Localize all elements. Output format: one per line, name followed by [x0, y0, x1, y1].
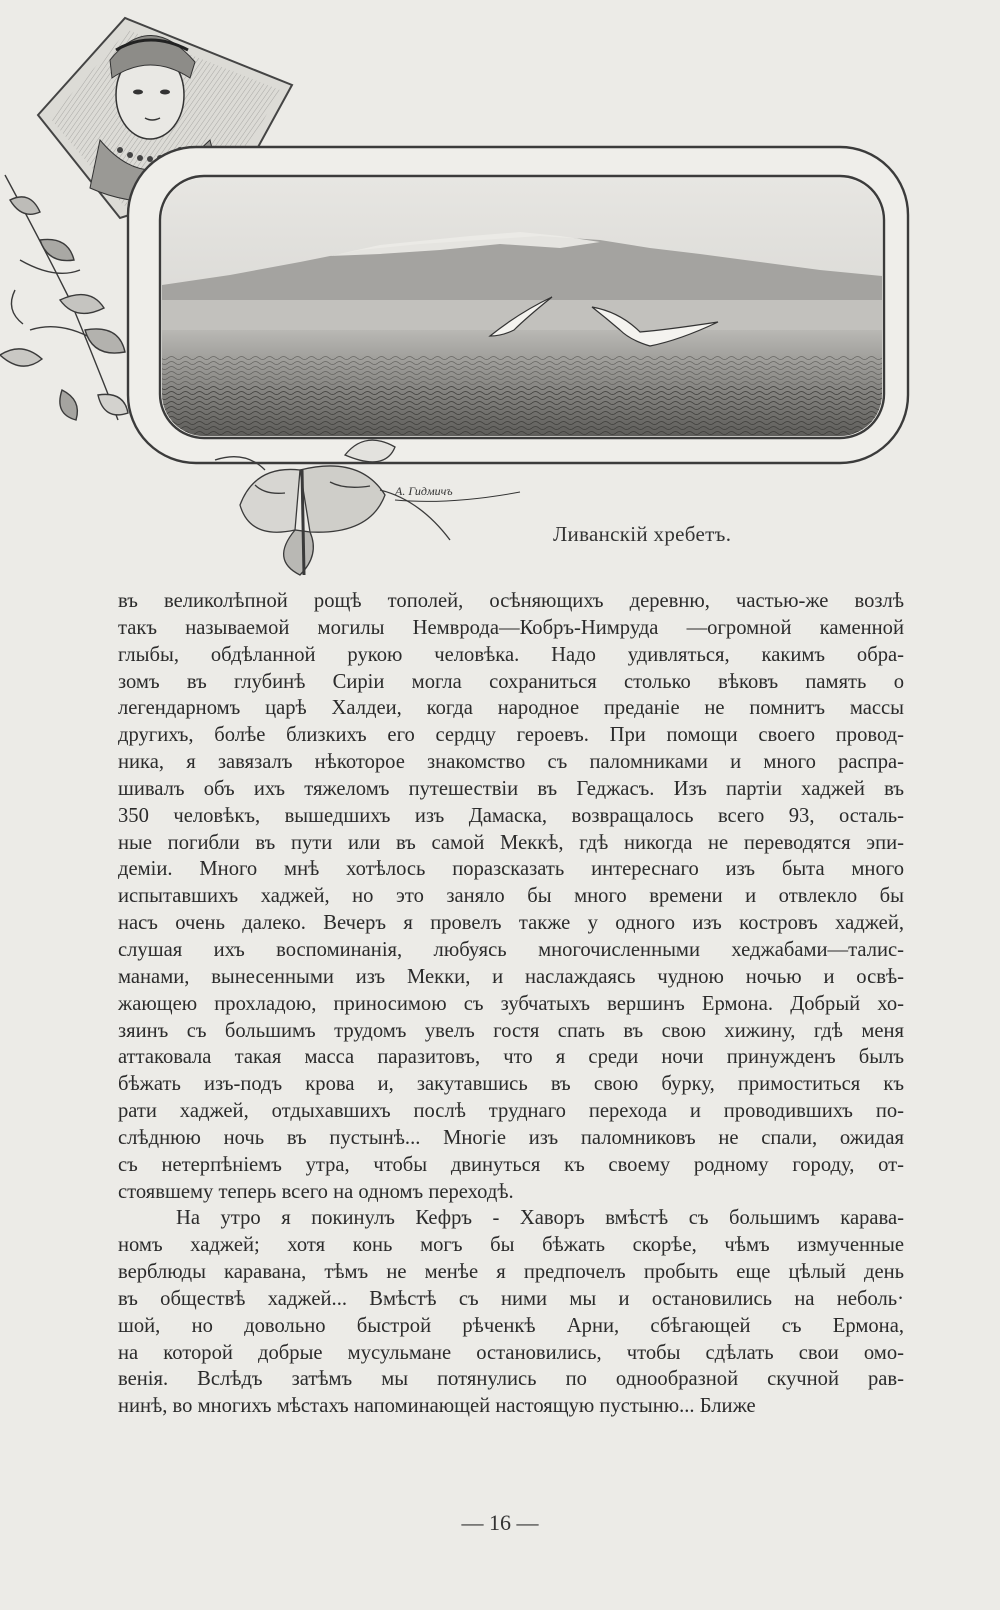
svg-text:А. Гидмичъ: А. Гидмичъ [395, 484, 453, 498]
text-line: насъ очень далеко. Вечеръ я провелъ также у одного изъ костровъ хаджей, [118, 912, 904, 935]
text-line: стоявшему теперь всего на одномъ переходѣ. [118, 1180, 514, 1203]
illustration-caption: Ливанскій хребетъ. [553, 522, 732, 546]
text-line: верблюды каравана, тѣмъ не менѣе я предпочелъ пробыть еще цѣлый день [118, 1261, 904, 1284]
text-line: манами, вынесенными изъ Мекки, и наслаждаясь чудною ночью и освѣ- [118, 965, 904, 988]
text-line: аттаковала такая масса паразитовъ, что я среди ночи принужденъ былъ [118, 1046, 904, 1069]
text-line: жающею прохладою, приносимою съ зубчатыхъ вершинъ Ермона. Добрый хо- [118, 992, 904, 1015]
text-line: глыбы, обдѣланной рукою человѣка. Надо удивляться, какимъ обра- [118, 643, 904, 666]
text-line: шивалъ объ ихъ тяжеломъ путешествіи въ Геджасъ. Изъ партіи хаджей въ [118, 777, 904, 800]
artist-signature [394, 484, 520, 501]
text-line: съ нетерпѣніемъ утра, чтобы двинуться къ своему родному городу, от- [118, 1153, 904, 1176]
text-line: слушая ихъ воспоминанія, любуясь многочисленными хеджабами—талис- [118, 938, 904, 961]
text-line: легендарномъ царѣ Халдеи, когда народное преданіе не помнитъ массы [118, 697, 904, 720]
text-line: такъ называемой могилы Немврода—Кобръ-Нимруда —огромной каменной [118, 616, 904, 639]
text-line: на которой добрые мусульмане остановились, чтобы сдѣлать свои омо- [118, 1341, 904, 1364]
mountain-seascape [162, 178, 882, 436]
header-illustration [0, 0, 1000, 580]
floral-ornament [0, 175, 128, 420]
text-line: На утро я покинулъ Кефръ - Хаворъ вмѣстѣ съ большимъ карава- [176, 1207, 904, 1230]
text-line: рати хаджей, отдыхавшихъ послѣ труднаго перехода и проводившихъ по- [118, 1100, 904, 1123]
body-text [118, 588, 904, 1420]
text-line: слѣднюю ночь въ пустынѣ... Многіе изъ паломниковъ не спали, ожидая [118, 1126, 904, 1149]
text-line: зяинъ съ большимъ трудомъ увелъ гостя спать въ свою хижину, гдѣ меня [118, 1019, 904, 1042]
text-line: зомъ въ глубинѣ Сиріи могла сохраниться столько вѣковъ память о [118, 670, 904, 693]
text-line: въ великолѣпной рощѣ тополей, осѣняющихъ деревню, частью-же возлѣ [118, 590, 904, 612]
text-line: въ обществѣ хаджей... Вмѣстѣ съ ними мы и остановились на неболь· [118, 1287, 904, 1310]
text-line: 350 человѣкъ, вышедшихъ изъ Дамаска, возвращалось всего 93, осталь- [118, 804, 904, 827]
text-line: другихъ, болѣе близкихъ его сердцу героевъ. При помощи своего провод- [118, 724, 904, 747]
text-line: шой, но довольно быстрой рѣченкѣ Арни, сбѣгающей съ Ермона, [118, 1314, 904, 1337]
text-line: нинѣ, во многихъ мѣстахъ напоминающей настоящую пустыню... Ближе [118, 1395, 756, 1418]
text-line: бѣжать изъ-подъ крова и, закутавшись въ свою бурку, примоститься къ [118, 1073, 904, 1096]
text-line: испытавшихъ хаджей, но это заняло бы много времени и отвлекло бы [118, 885, 904, 908]
text-line: номъ хаджей; хотя конь могъ бы бѣжать скорѣе, чѣмъ измученные [118, 1234, 904, 1257]
page-number: — 16 — [461, 1510, 539, 1535]
text-line: венія. Вслѣдъ затѣмъ мы потянулись по однообразной скучной рав- [118, 1368, 904, 1391]
text-line: ные погибли въ пути или въ самой Меккѣ, гдѣ никогда не переводятся эпи- [118, 831, 904, 854]
text-line: деміи. Много мнѣ хотѣлось поразсказать интереснаго изъ быта много [118, 858, 904, 881]
text-line: ника, я завязалъ нѣкоторое знакомство съ паломниками и много распра- [118, 751, 904, 774]
